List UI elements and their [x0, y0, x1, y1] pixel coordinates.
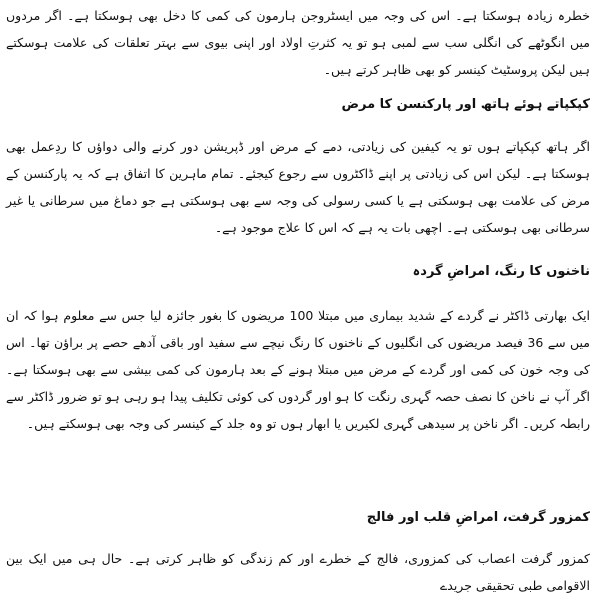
- paragraph-prostate: خطرہ زیادہ ہوسکتا ہے۔ اس کی وجہ میں ایسٹروجن ہارمون کی کمی کا دخل بھی ہوسکتا ہے۔ اگر مردوں میں انگوٹھے کی انگلی سب سے لمبی ہو تو یہ کثرتِ اولاد اور اپنی بیوی سے بہتر تعلقات کی علامت ہوسکتے ہیں لیکن پروسٹیٹ کینسر کو بھی ظاہر کرتے ہیں۔: [6, 8, 590, 77]
- paragraph-kidney-disease: ایک بھارتی ڈاکٹر نے گردے کے شدید بیماری میں مبتلا 100 مریضوں کا بغور جائزہ لیا جس سے معلوم ہوا کہ ان میں سے 36 فیصد مریضوں کی انگلیوں کے ناخنوں کا رنگ نیچے سے سفید اور باقی آدھے حصے پر براؤن تھا۔ اس کی وجہ خون کی کمی اور گردے کے مرض میں مبتلا ہونے کے بعد ہارمون کی کمی بیشی سے بھی ہوسکتا ہے۔ اگر آپ نے ناخن کا نصف حصہ گہری رنگت کا ہو اور گردوں کی کوئی تکلیف پیدا ہو رہی ہو تو ضرور ڈاکٹر سے رابطہ کریں۔ اگر ناخن پر سیدھی گہری لکیریں یا ابھار ہوں تو وہ جلد کے کینسر کی وجہ بھی ہوسکتے ہیں۔: [6, 308, 590, 431]
- paragraph-weak-grip: کمزور گرفت اعصاب کی کمزوری، فالج کے خطرے اور کم زندگی کو ظاہر کرتی ہے۔ حال ہی میں ایک بین الاقوامی طبی تحقیقی جریدے: [6, 551, 590, 593]
- heading-trembling-hands: کپکپاتے ہوئے ہاتھ اور پارکنسن کا مرض: [341, 97, 590, 112]
- heading-weak-grip: کمزور گرفت، امراضِ قلب اور فالج: [366, 510, 590, 525]
- paragraph-parkinsons: اگر ہاتھ کپکپاتے ہوں تو یہ کیفین کی زیادتی، دمے کے مرض اور ڈپریشن دور کرنے والی دواؤں کا ردِعمل بھی ہوسکتا ہے۔ لیکن اس کی زیادتی پر اپنے ڈاکٹروں سے رجوع کیجئے۔ تمام ماہرین کا اتفاق ہے کہ یہ پارکنسن کے مرض کی علامت بھی ہوسکتی ہے یا کسی رسولی کی وجہ سے بھی ہوسکتی ہے جو دماغ میں سرطانی یا غیر سرطانی بھی ہوسکتی ہے۔ اچھی بات یہ ہے کہ اس کا علاج موجود ہے۔: [6, 139, 590, 235]
- heading-nail-color: ناخنوں کا رنگ، امراضِ گردہ: [412, 264, 590, 279]
